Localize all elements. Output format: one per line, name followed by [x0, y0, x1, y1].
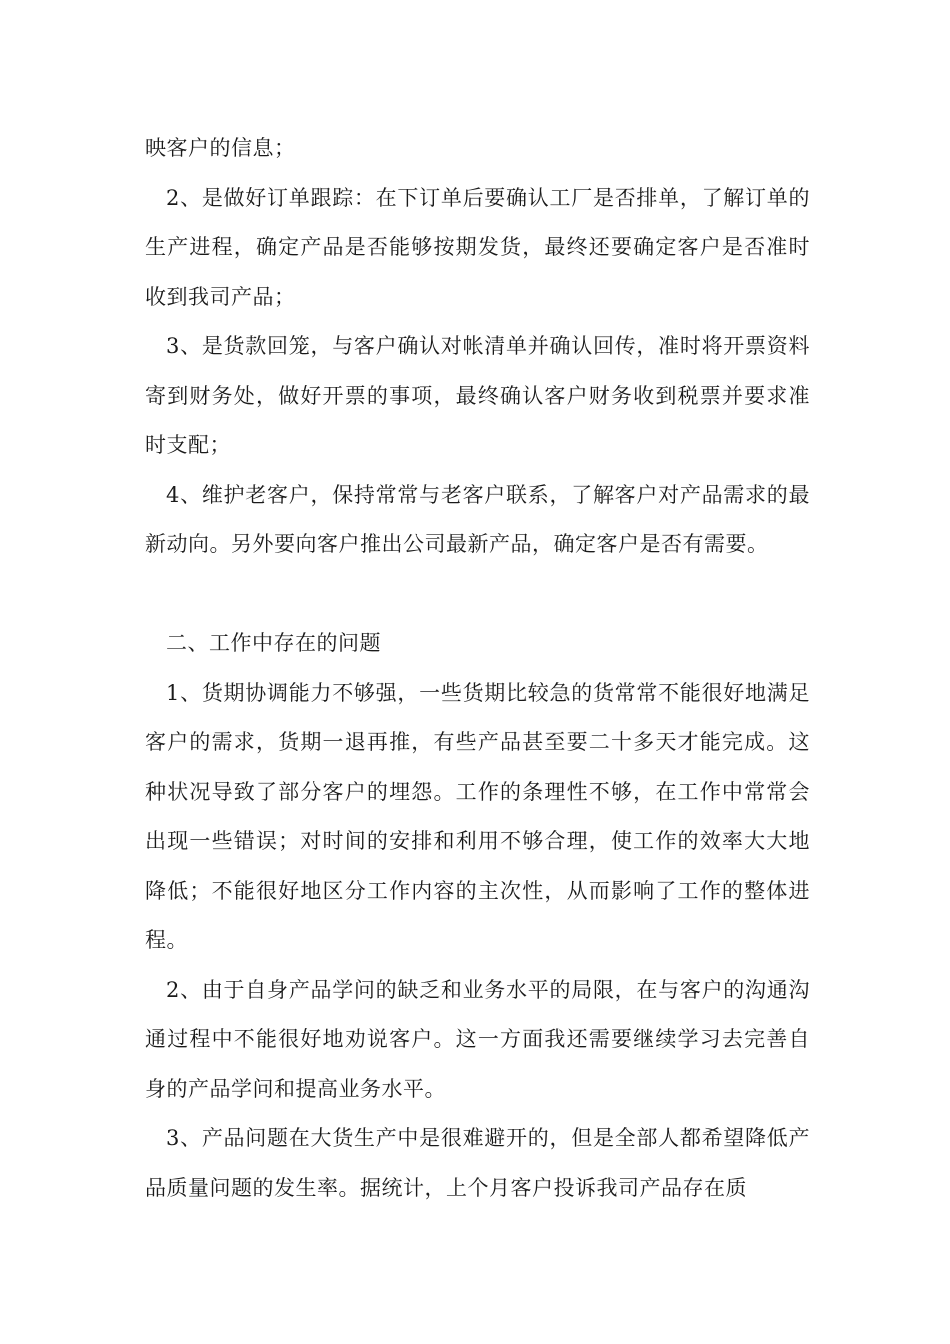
- paragraph-product-knowledge: 2、由于自身产品学问的缺乏和业务水平的局限，在与客户的沟通沟通过程中不能很好地劝说客户。这一方面我还需要继续学习去完善自身的产品学问和提高业务水平。: [145, 977, 810, 1101]
- paragraph-delivery-coordination: 1、货期协调能力不够强，一些货期比较急的货常常不能很好地满足客户的需求，货期一退再推，有些产品甚至要二十多天才能完成。这种状况导致了部分客户的埋怨。工作的条理性不够，在工作中常常会出现一些错误；对时间的安排和利用不够合理，使工作的效率大大地降低；不能很好地区分工作内容的主次性，从而影响了工作的整体进程。: [145, 680, 810, 952]
- document-body: [145, 124, 810, 1213]
- paragraph-payment-collection: 3、是货款回笼，与客户确认对帐清单并确认回传，准时将开票资料寄到财务处，做好开票的事项，最终确认客户财务收到税票并要求准时支配；: [145, 334, 810, 457]
- paragraph-continuation: 映客户的信息；: [145, 136, 296, 160]
- paragraph-quality-issues: 3、产品问题在大货生产中是很难避开的，但是全部人都希望降低产品质量问题的发生率。据统计，上个月客户投诉我司产品存在质: [145, 1126, 810, 1200]
- section-heading-problems: 二、工作中存在的问题: [166, 631, 381, 655]
- paragraph-order-tracking: 2、是做好订单跟踪：在下订单后要确认工厂是否排单，了解订单的生产进程，确定产品是否能够按期发货，最终还要确定客户是否准时收到我司产品；: [145, 185, 810, 309]
- section-spacer: [145, 570, 810, 620]
- paragraph-maintain-customers: 4、维护老客户，保持常常与老客户联系，了解客户对产品需求的最新动向。另外要向客户推出公司最新产品，确定客户是否有需要。: [145, 482, 810, 556]
